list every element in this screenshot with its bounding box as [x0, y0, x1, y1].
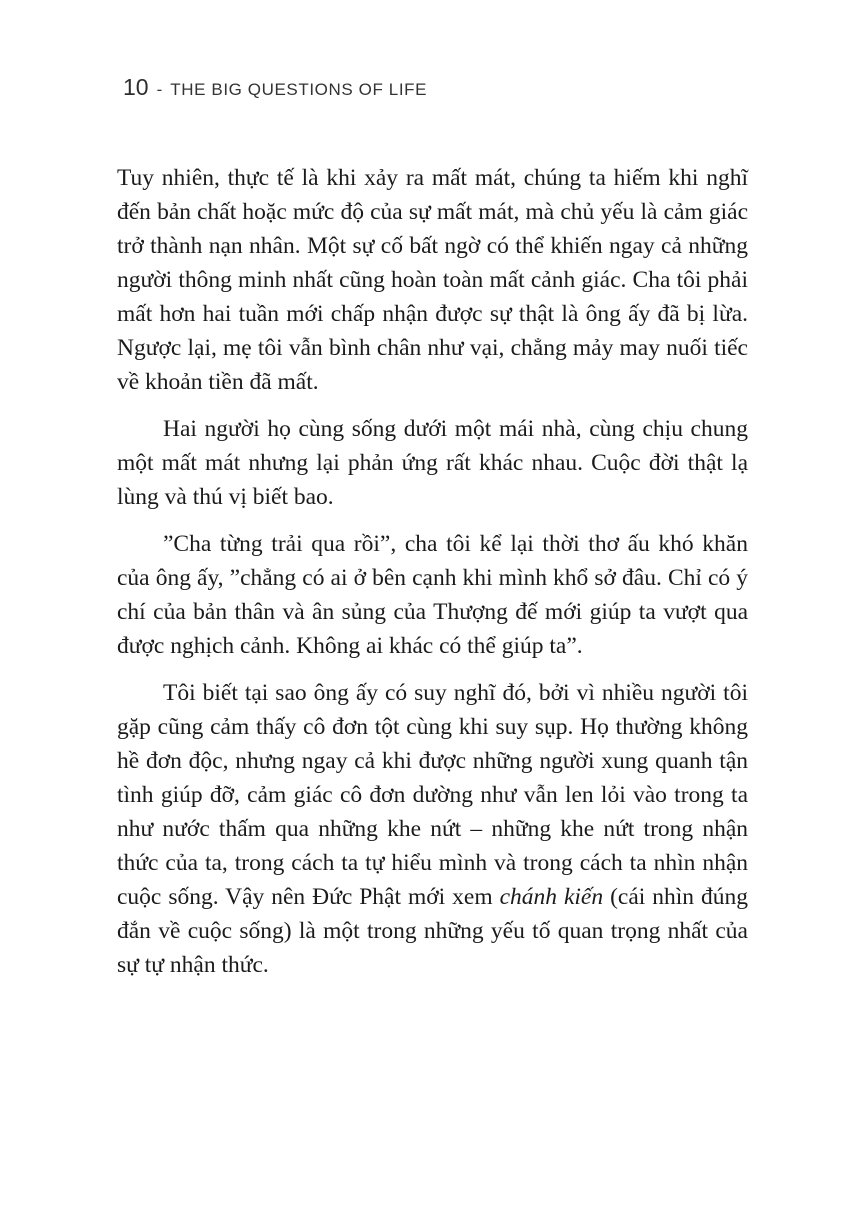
italic-term-chanh-kien: chánh kiến [499, 884, 604, 910]
paragraph-1-text: Tuy nhiên, thực tế là khi xảy ra mất mát, chúng ta hiếm khi nghĩ đến bản chất hoặc mức độ của sự mất mát, mà chủ yếu là cảm giác trở thành nạn nhân. Một sự cố bất ngờ có thể khiến ngay cả những người thông minh nhất cũng hoàn toàn mất cảnh giác. Cha tôi phải mất hơn hai tuần mới chấp nhận được sự thật là ông ấy đã bị lừa. Ngược lại, mẹ tôi vẫn bình chân như vại, chẳng mảy may nuối tiếc về khoản tiền đã mất. [117, 165, 748, 395]
paragraph-2-text: Hai người họ cùng sống dưới một mái nhà, cùng chịu chung một mất mát nhưng lại phản ứng rất khác nhau. Cuộc đời thật lạ lùng và thú vị biết bao. [117, 416, 748, 510]
paragraph-3 [117, 527, 748, 663]
paragraph-2 [117, 412, 748, 514]
header-separator: - [156, 80, 163, 99]
paragraph-4-text-lead: Tôi biết tại sao ông ấy có suy nghĩ đó, bởi vì nhiều người tôi gặp cũng cảm thấy cô đơn tột cùng khi suy sụp. Họ thường không hề đơn độc, nhưng ngay cả khi được những người xung quanh tận tình giúp đỡ, cảm giác cô đơn dường như vẫn len lỏi vào trong ta như nước thấm qua những khe nứt – những khe nứt trong nhận thức của ta, trong cách ta tự hiểu mình và trong cách ta nhìn nhận cuộc sống. Vậy nên Đức Phật mới xem [117, 680, 748, 910]
paragraph-1 [117, 161, 748, 399]
paragraph-3-text: ”Cha từng trải qua rồi”, cha tôi kể lại thời thơ ấu khó khăn của ông ấy, ”chẳng có ai ở bên cạnh khi mình khổ sở đâu. Chỉ có ý chí của bản thân và ân sủng của Thượng đế mới giúp ta vượt qua được nghịch cảnh. Không ai khác có thể giúp ta”. [117, 531, 748, 659]
header-title: THE BIG QUESTIONS OF LIFE [170, 80, 428, 99]
running-header [123, 74, 427, 101]
page-number: 10 [123, 74, 149, 100]
paragraph-4-text-tail: (cái nhìn đúng đắn về cuộc sống) là một trong những yếu tố quan trọng nhất của sự tự nhận thức. [117, 884, 748, 978]
paragraph-4 [117, 676, 748, 982]
page-body [117, 161, 748, 995]
